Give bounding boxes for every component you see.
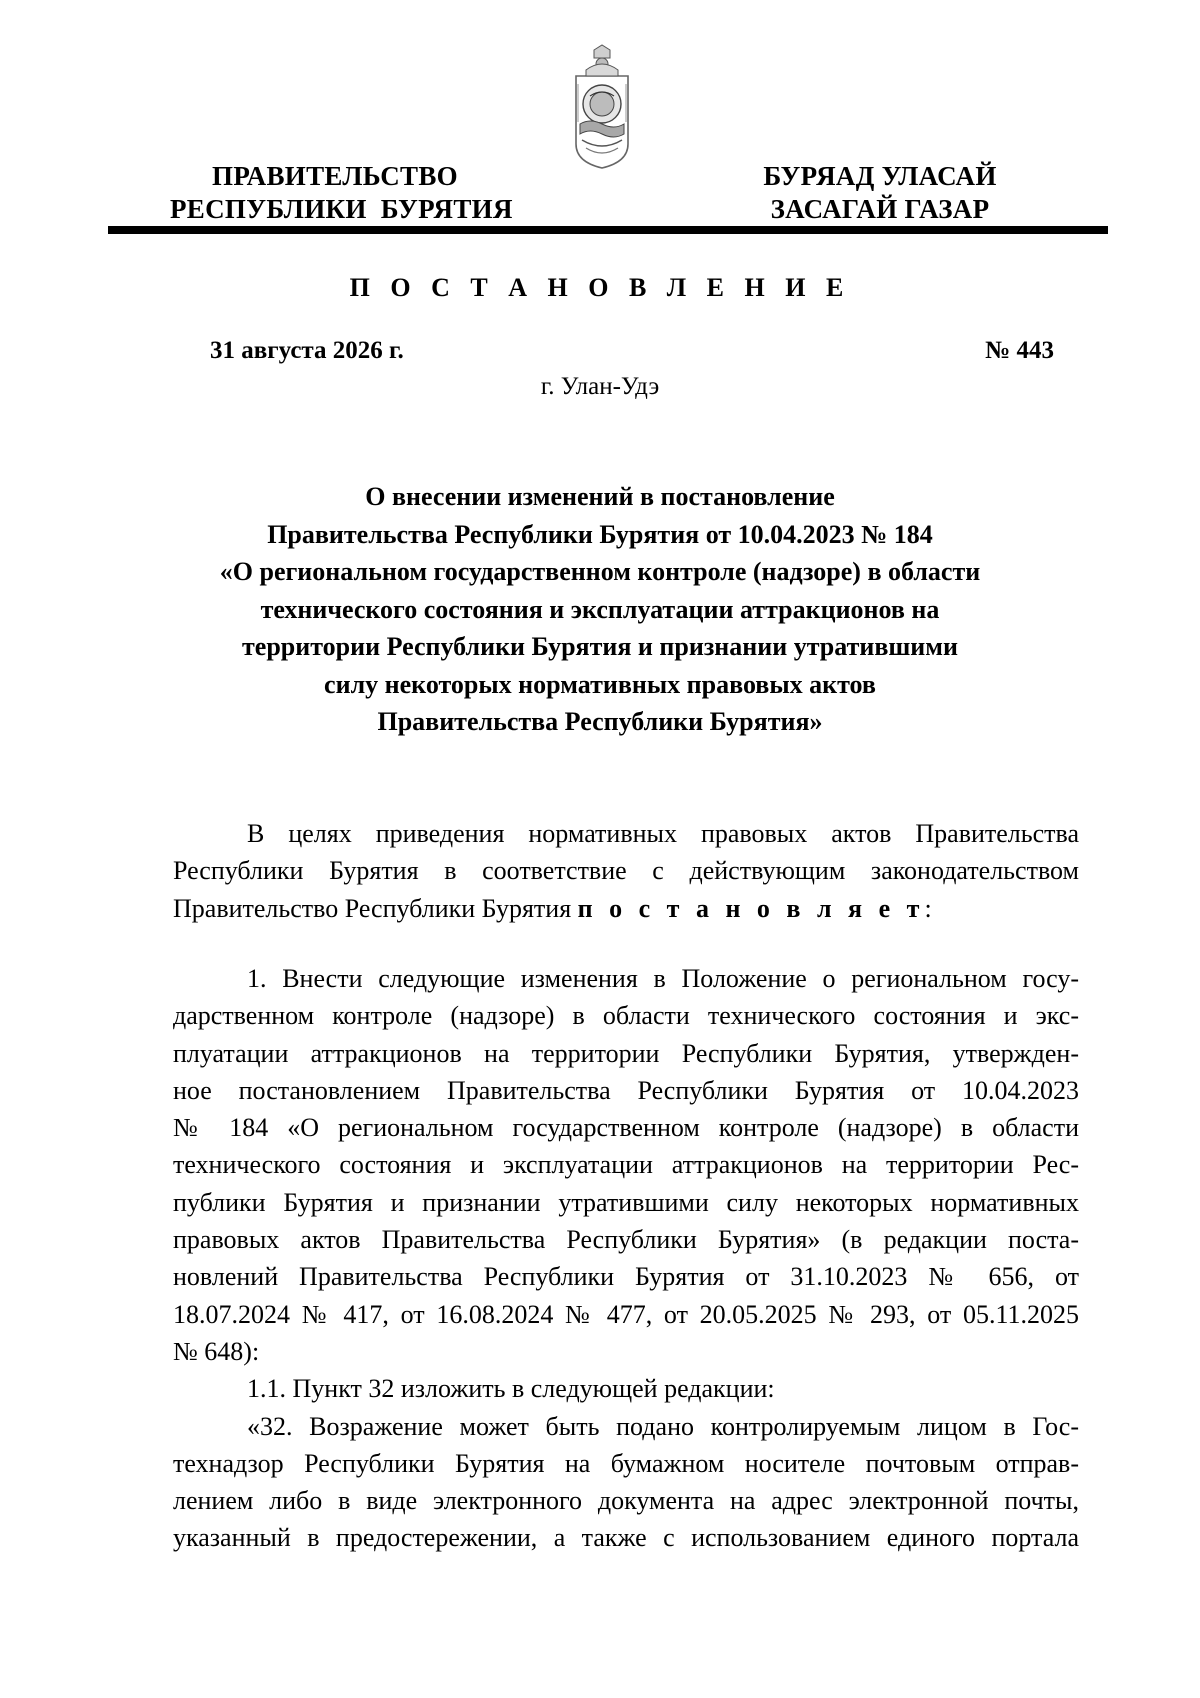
- preamble-line: Республики Бурятия в соответствие с действующим законодательством: [173, 856, 1079, 886]
- preamble-line: [173, 890, 1079, 927]
- document-date: 31 августа 2026 г.: [210, 337, 404, 364]
- preamble-text: Правительство Республики Бурятия: [173, 893, 578, 923]
- body-line: № 648):: [173, 1336, 260, 1366]
- body-section: [173, 960, 1079, 1557]
- org-name-russian-line1: ПРАВИТЕЛЬСТВО: [212, 161, 458, 191]
- title-line: Правительства Республики Бурятия»: [377, 707, 823, 736]
- title-line: силу некоторых нормативных правовых актов: [324, 669, 876, 699]
- org-name-russian-line2: РЕСПУБЛИКИ БУРЯТИЯ: [170, 194, 513, 224]
- preamble-paragraph: [173, 815, 1079, 927]
- body-line: дарственном контроле (надзоре) в области технического состояния и экс-: [173, 1001, 1079, 1031]
- title-line: «О региональном государственном контроле (надзоре) в области: [219, 557, 981, 586]
- preamble-colon: :: [924, 893, 932, 923]
- body-line: 18.07.2024 № 417, от 16.08.2024 № 477, от 20.05.2025 № 293, от 05.11.2025: [173, 1299, 1079, 1329]
- org-name-buryat-line2: ЗАСАГАЙ ГАЗАР: [770, 194, 990, 224]
- title-line: Правительства Республики Бурятия от 10.04.2023 № 184: [267, 519, 933, 549]
- org-name-russian: [170, 160, 513, 226]
- body-line: ное постановлением Правительства Республики Бурятия от 10.04.2023: [173, 1075, 1079, 1105]
- title-line: территории Республики Бурятия и признании утратившими: [242, 632, 958, 661]
- body-line: указанный в предостережении, а также с использованием единого портала: [173, 1523, 1079, 1553]
- body-line: 1.1. Пункт 32 изложить в следующей редакции:: [247, 1374, 775, 1404]
- preamble-line: В целях приведения нормативных правовых актов Правительства: [247, 819, 1079, 848]
- title-line: технического состояния и эксплуатации аттракционов на: [260, 594, 940, 624]
- body-line: лением либо в виде электронного документа на адрес электронной почты,: [173, 1486, 1079, 1516]
- org-name-buryat: [735, 160, 1025, 226]
- body-line: 1. Внести следующие изменения в Положение о региональном госу-: [247, 964, 1079, 993]
- coat-of-arms-icon: [572, 44, 632, 169]
- resolves-keyword: п о с т а н о в л я е т: [577, 893, 925, 923]
- body-line: технического состояния и эксплуатации аттракционов на территории Рес-: [173, 1150, 1079, 1180]
- body-line: правовых актов Правительства Республики Бурятия» (в редакции поста-: [173, 1225, 1079, 1255]
- document-number: № 443: [985, 337, 1054, 364]
- document-type: П О С Т А Н О В Л Е Н И Е: [349, 273, 851, 302]
- document-title: [160, 478, 1040, 741]
- header-divider: [108, 226, 1108, 234]
- body-line: № 184 «О региональном государственном контроле (надзоре) в области: [173, 1113, 1079, 1143]
- document-city: г. Улан-Удэ: [540, 373, 660, 400]
- body-line: плуатации аттракционов на территории Республики Бурятия, утвержден-: [173, 1038, 1079, 1068]
- title-line: О внесении изменений в постановление: [365, 482, 835, 511]
- org-name-buryat-line1: БУРЯАД УЛАСАЙ: [763, 161, 997, 191]
- body-line: технадзор Республики Бурятия на бумажном носителе почтовым отправ-: [173, 1448, 1079, 1478]
- body-line: публики Бурятия и признании утратившими силу некоторых нормативных: [173, 1187, 1079, 1217]
- body-line: «32. Возражение может быть подано контролируемым лицом в Гос-: [247, 1411, 1079, 1441]
- body-line: новлений Правительства Республики Бурятия от 31.10.2023 № 656, от: [173, 1262, 1079, 1292]
